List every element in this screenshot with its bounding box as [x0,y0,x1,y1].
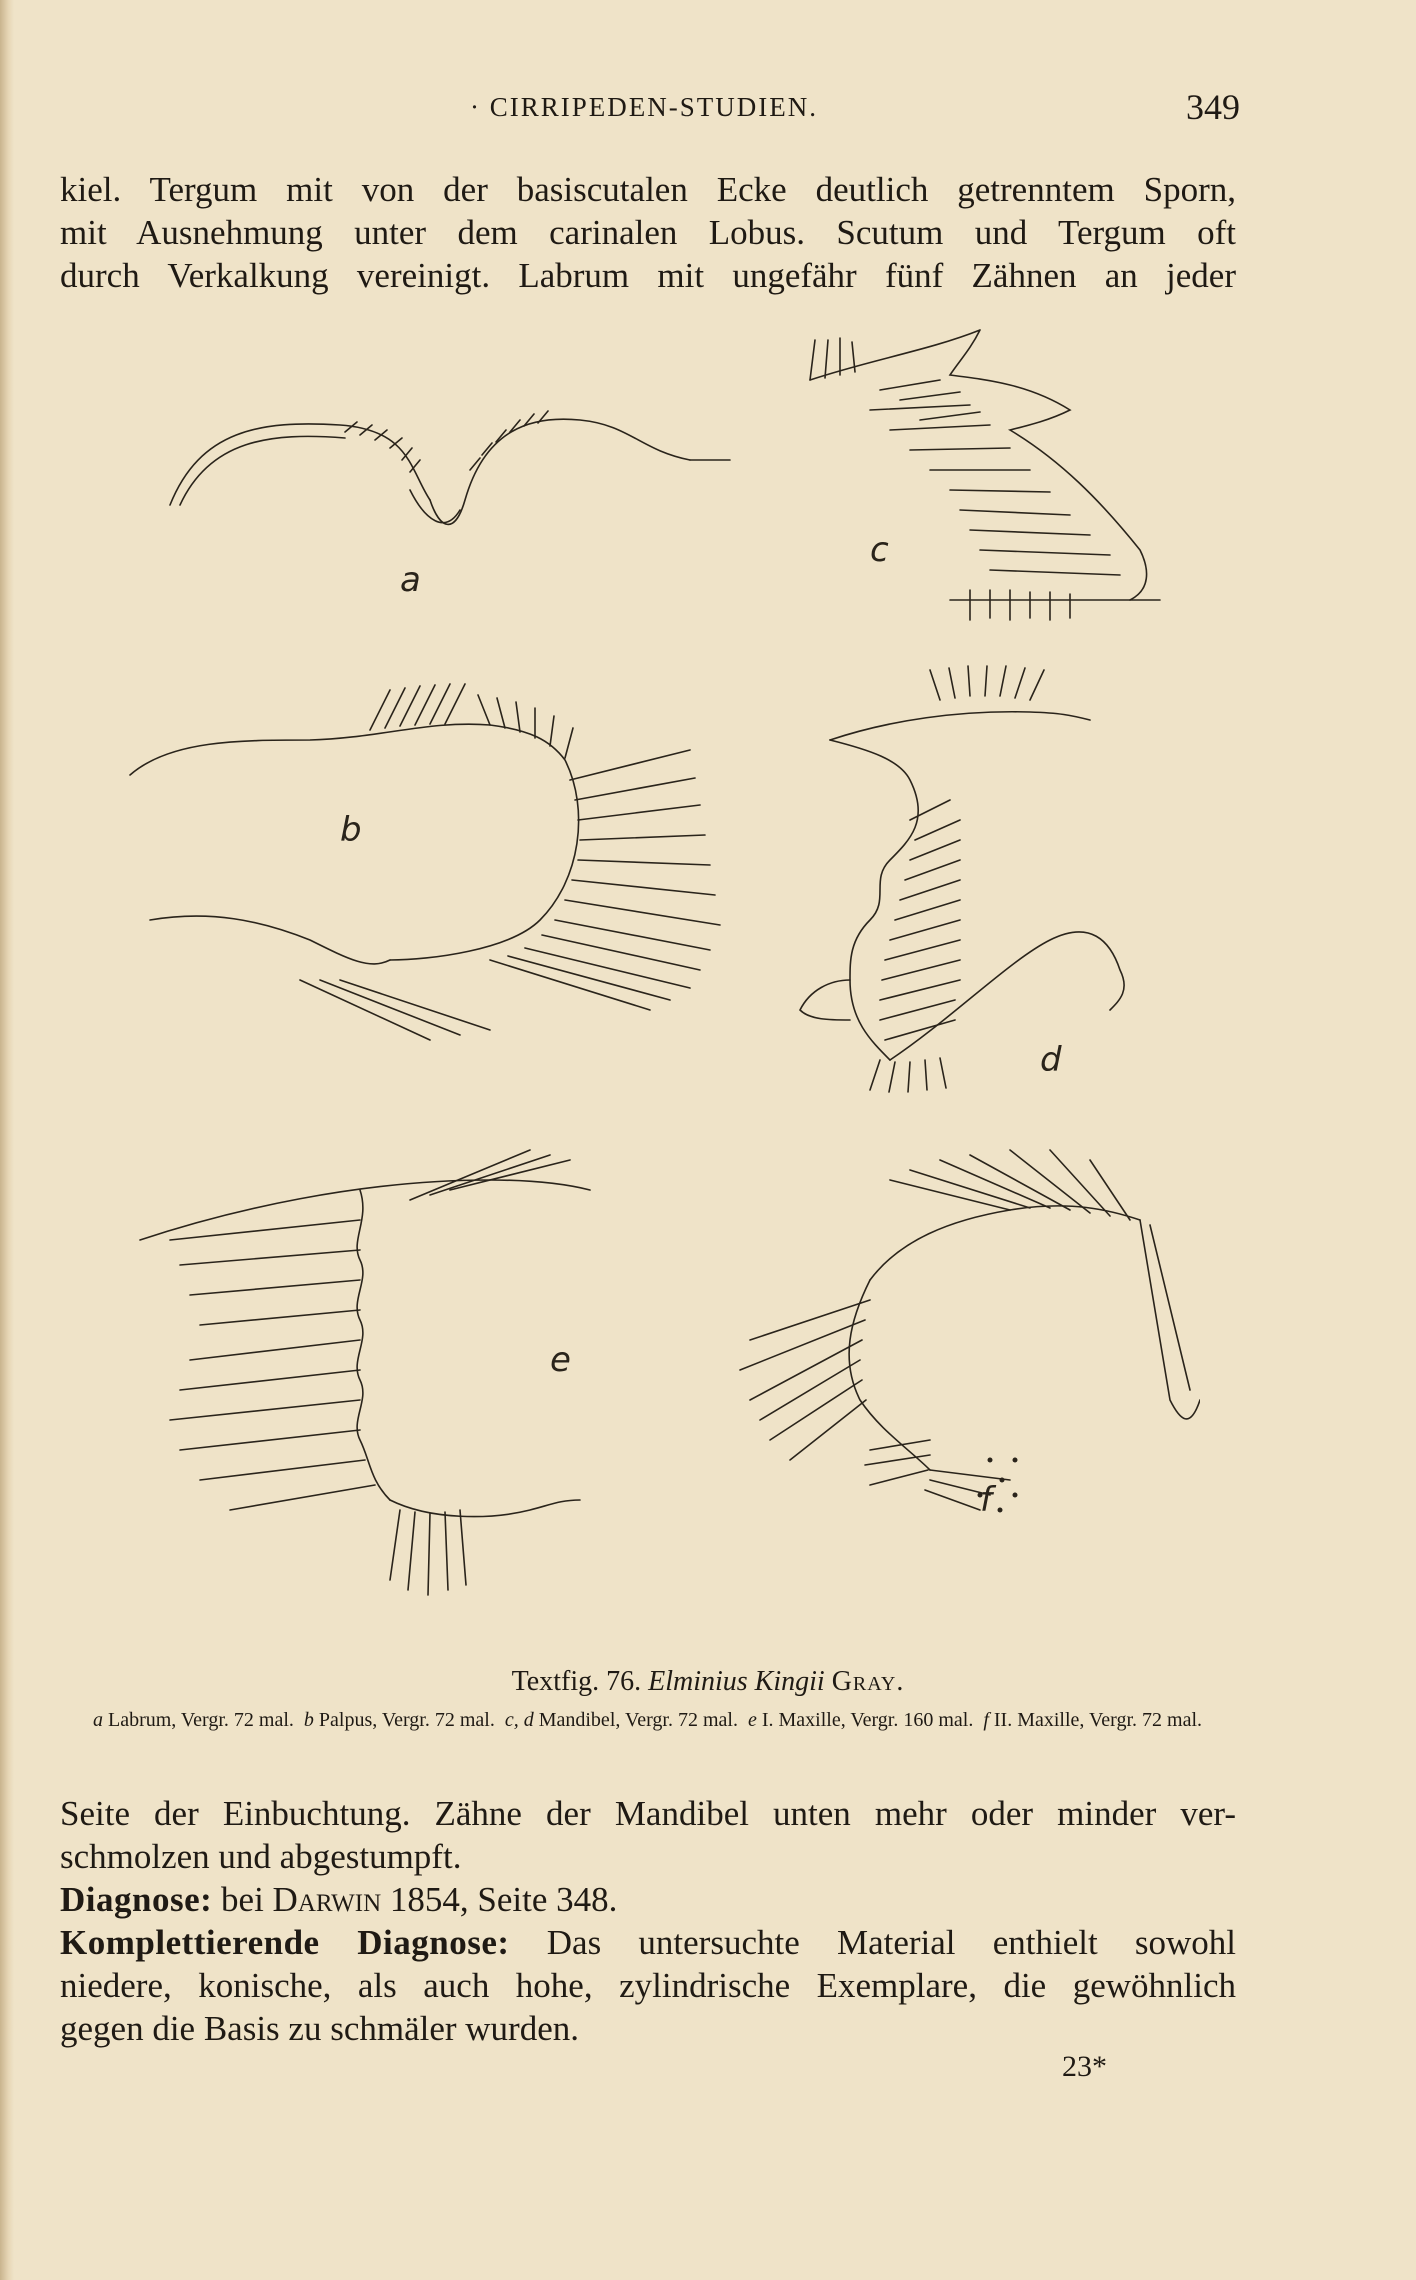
anatomical-drawings [110,320,1200,1640]
figure-label-f: f [980,1480,992,1520]
caption-species: Elminius Kingii [648,1666,825,1697]
drawing-labrum [170,411,730,524]
running-header [60,87,1240,130]
text-line: mit Ausnehmung unter dem carinalen Lobus. Scutum und Tergum oft [60,213,1236,252]
caption-prefix: Textfig. 76. [511,1666,642,1697]
page-binding-edge [0,0,14,2280]
text-line: gegen die Basis zu schmäler wurden. [60,2009,580,2048]
figure-caption-legend [80,1705,1215,1735]
diagnose-label: Diagnose: [60,1880,213,1919]
caption-letter: f [983,1709,989,1731]
text-line: Seite der Einbuchtung. Zähne der Mandibel unten mehr oder minder ver- [60,1794,1236,1833]
bottom-paragraph [60,1792,1236,2050]
komplett-text: Das untersuchte Material enthielt sowohl [546,1923,1236,1962]
diagnose-post: 1854, Seite 348. [389,1880,618,1919]
caption-text: Labrum, Vergr. 72 mal. [107,1709,294,1731]
caption-letter: b [303,1709,314,1731]
komplett-line [60,1921,1236,1964]
figure-label-a: a [400,560,421,600]
caption-text: Mandibel, Vergr. 72 mal. [538,1709,738,1731]
text-line: schmolzen und abgestumpft. [60,1837,462,1876]
caption-letter: a [92,1709,103,1731]
drawing-mandible-d [800,666,1124,1092]
drawing-mandible-c [810,330,1160,620]
caption-author: Gray. [831,1666,905,1697]
text-line: kiel. Tergum mit von der basiscutalen Ecke deutlich getrenntem Sporn, [60,170,1236,209]
top-paragraph [60,168,1236,297]
drawing-maxilla-e [140,1150,590,1595]
page-number: 349 [1186,87,1240,127]
figure-label-e: e [550,1340,571,1380]
textfigure-illustration [110,320,1200,1640]
drawing-maxilla-f [740,1150,1200,1510]
caption-text: II. Maxille, Vergr. 72 mal. [993,1709,1203,1731]
text-line: niedere, konische, als auch hohe, zylindrische Exemplare, die gewöhnlich [60,1966,1236,2005]
caption-text: I. Maxille, Vergr. 160 mal. [761,1709,974,1731]
komplett-label: Komplettierende Diagnose: [60,1923,510,1962]
drawing-palpus [130,684,720,1040]
figure-label-c: c [870,530,889,570]
diagnose-pre: bei [221,1880,264,1919]
signature-mark: 23* [1062,2050,1107,2083]
diagnose-line [60,1878,1236,1921]
text-line: durch Verkalkung vereinigt. Labrum mit ungefähr fünf Zähnen an jeder [60,256,1236,295]
running-title: · CIRRIPEDEN-STUDIEN. [470,92,818,122]
figure-label-d: d [1040,1040,1062,1080]
figure-label-b: b [340,810,362,850]
diagnose-author: Darwin [272,1880,382,1919]
caption-text: Palpus, Vergr. 72 mal. [318,1709,495,1731]
caption-letter: c, d [504,1709,534,1731]
caption-letter: e [747,1709,757,1731]
figure-caption-title [0,1666,1416,1698]
